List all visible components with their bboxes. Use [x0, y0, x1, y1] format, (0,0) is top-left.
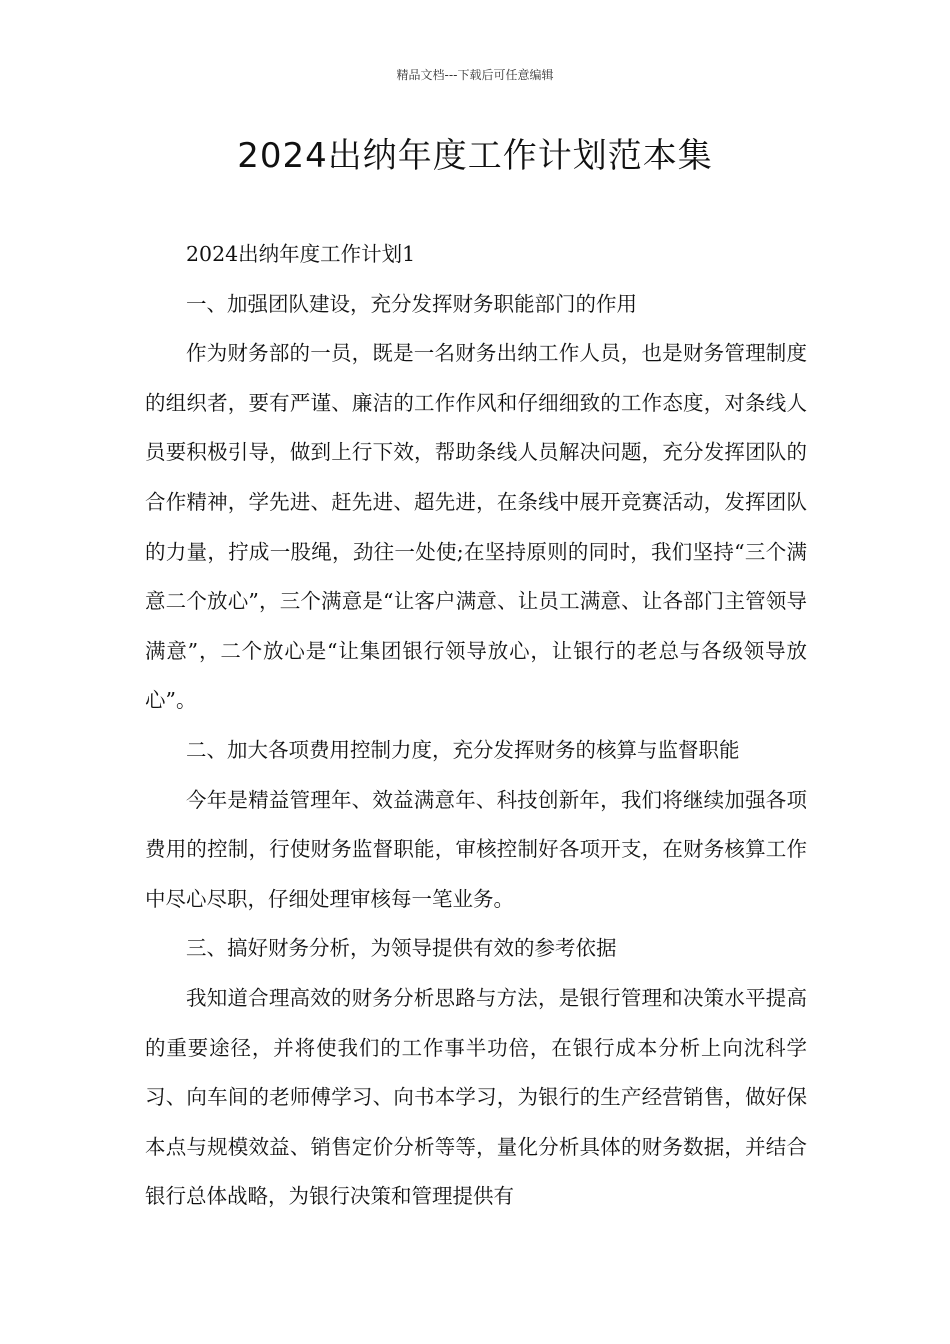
header-note: 精品文档---下载后可任意编辑: [396, 68, 554, 82]
subheading-plan-1: 2024出纳年度工作计划1: [186, 242, 416, 266]
section-heading-3: 三、搞好财务分析，为领导提供有效的参考依据: [186, 936, 617, 961]
document-title: 2024出纳年度工作计划范本集: [237, 136, 713, 176]
body-paragraph: 作为财务部的一员，既是一名财务出纳工作人员，也是财务管理制度的组织者，要有严谨、廉洁的工作作风和仔细细致的工作态度，对条线人员要积极引导，做到上行下效，帮助条线人员解决问题，充分发挥团队的合作精神，学先进、赶先进、超先进，在条线中展开竞赛活动，发挥团队的力量，拧成一股绳，劲往一处使;在坚持原则的同时，我们坚持“三个满意二个放心”，三个满意是“让客户满意、让员工满意、让各部门主管领导满意”，二个放心是“让集团银行领导放心，让银行的老总与各级领导放心”。: [145, 341, 807, 713]
body-paragraph: 今年是精益管理年、效益满意年、科技创新年，我们将继续加强各项费用的控制，行使财务监督职能，审核控制好各项开支，在财务核算工作中尽心尽职，仔细处理审核每一笔业务。: [145, 787, 807, 911]
section-heading-2: 二、加大各项费用控制力度，充分发挥财务的核算与监督职能: [186, 737, 740, 762]
section-heading-1: 一、加强团队建设，充分发挥财务职能部门的作用: [186, 291, 637, 316]
document-body: [145, 230, 807, 1222]
body-paragraph: 我知道合理高效的财务分析思路与方法，是银行管理和决策水平提高的重要途径，并将使我们的工作事半功倍，在银行成本分析上向沈科学习、向车间的老师傅学习、向书本学习，为银行的生产经营销售，做好保本点与规模效益、销售定价分析等等，量化分析具体的财务数据，并结合银行总体战略，为银行决策和管理提供有: [145, 985, 807, 1209]
